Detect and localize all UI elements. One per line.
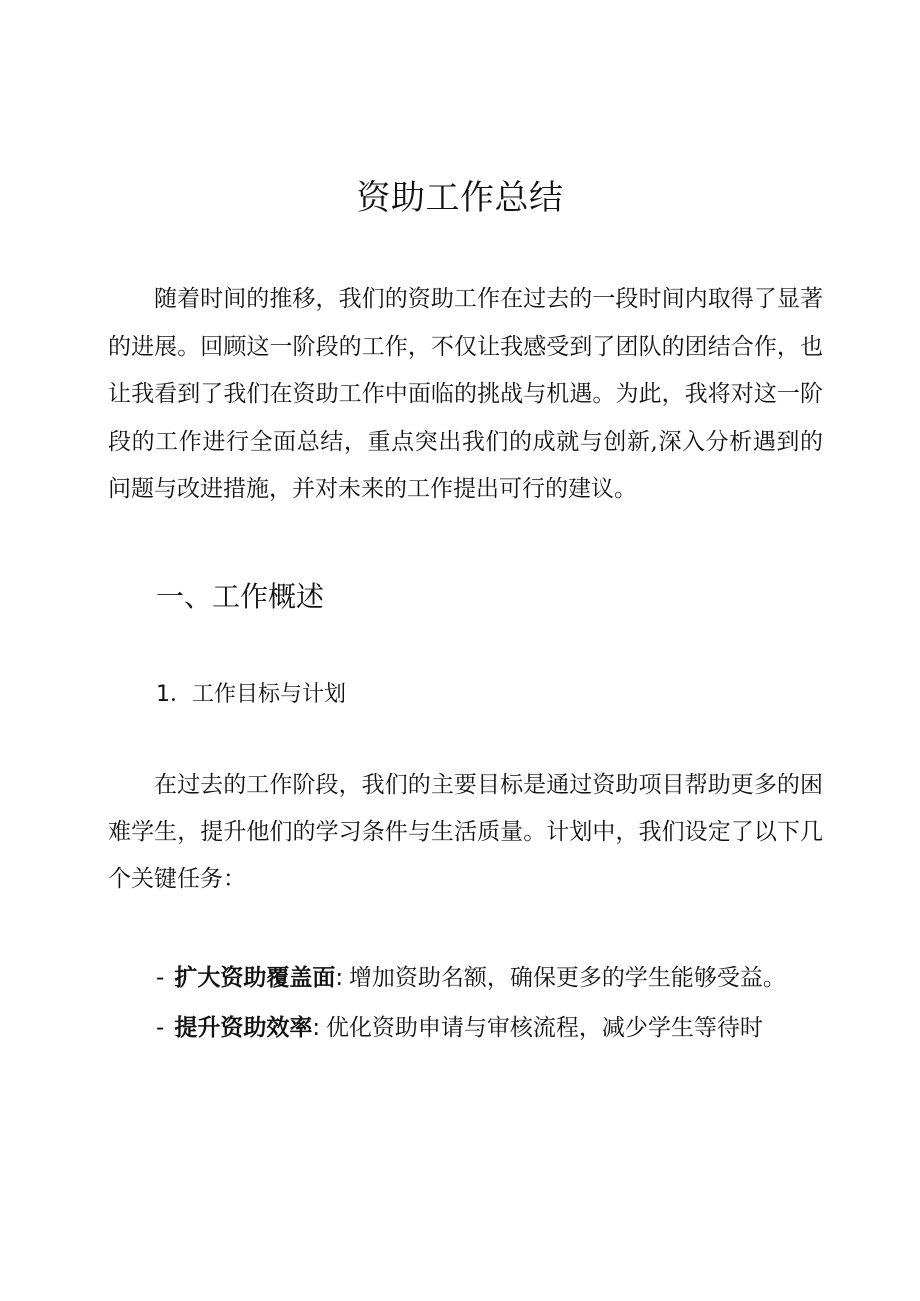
intro-paragraph: 随着时间的推移，我们的资助工作在过去的一段时间内取得了显著的进展。回顾这一阶段的工作，不仅让我感受到了团队的团结合作，也让我看到了我们在资助工作中面临的挑战与机遇。为此，我将对这一阶段的工作进行全面总结，重点突出我们的成就与创新,深入分析遇到的问题与改进措施，并对未来的工作提出可行的建议。 (108, 286, 823, 502)
section-heading-overview: 一、工作概述 (156, 580, 325, 613)
list-item-coverage (156, 953, 836, 1003)
document-title: 资助工作总结 (356, 178, 564, 218)
subsection-heading-goals: 1．工作目标与计划 (156, 682, 346, 707)
bullet-term: 提升资助效率 (174, 1015, 313, 1041)
task-list (156, 953, 836, 1053)
bullet-colon: : (312, 1015, 321, 1041)
bullet-term: 扩大资助覆盖面 (174, 965, 336, 991)
list-item-efficiency (156, 1003, 836, 1053)
bullet-description: 优化资助申请与审核流程，减少学生等待时 (325, 1015, 763, 1041)
bullet-dash: - (156, 1015, 165, 1041)
goals-paragraph: 在过去的工作阶段，我们的主要目标是通过资助项目帮助更多的困难学生，提升他们的学习条件与生活质量。计划中，我们设定了以下几个关键任务： (108, 772, 823, 892)
bullet-dash: - (156, 965, 165, 991)
bullet-colon: : (335, 965, 344, 991)
bullet-description: 增加资助名额，确保更多的学生能够受益。 (348, 965, 786, 991)
